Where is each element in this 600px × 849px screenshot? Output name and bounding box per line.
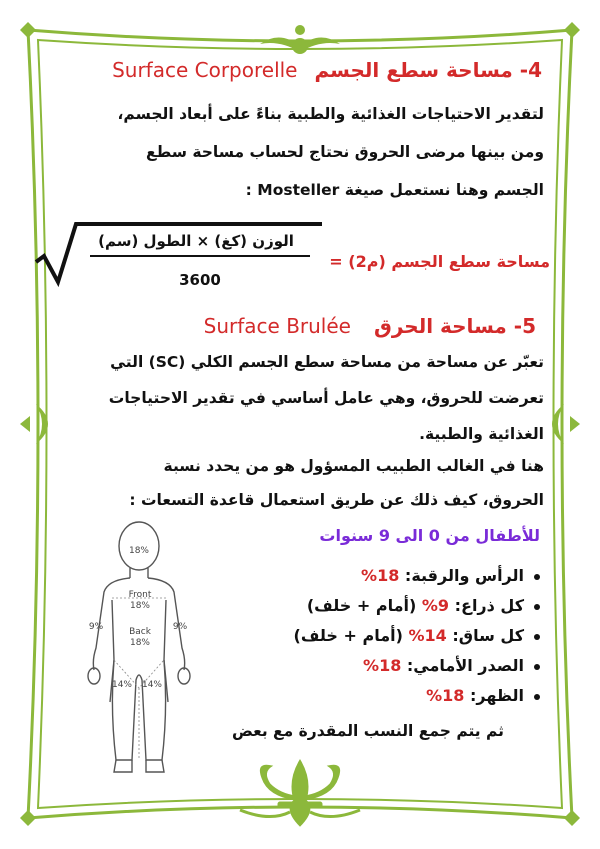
section5-paragraph-line-3: الغذائية والطبية.: [419, 425, 544, 443]
section5-heading-ar: 5- مساحة الحرق: [373, 314, 536, 338]
body-outline-diagram: [74, 520, 204, 780]
list-item: كل ساق: 14% (أمام + خلف): [294, 626, 540, 645]
section4-heading-fr: Surface Corporelle: [112, 58, 298, 82]
section5-heading: [204, 314, 536, 338]
list-item: الرأس والرقبة: 18%: [361, 566, 540, 585]
children-rule-subtitle: للأطفال من 0 الى 9 سنوات: [319, 526, 540, 545]
section5-heading-fr: Surface Brulée: [203, 314, 351, 338]
list-item: الصدر الأمامي: 18%: [363, 656, 540, 675]
right-arm-percentage-label: 9%: [88, 622, 104, 632]
back-percentage-label: 18%: [129, 638, 150, 648]
section4-paragraph-line-2: ومن بينها مرضى الحروق نحتاج لحساب مساحة سطع: [146, 143, 544, 161]
section4-paragraph-line-1: لتقدير الاحتياجات الغذائية والطبية بناءً على أبعاد الجسم،: [117, 105, 544, 123]
section5-paragraph-line-2: تعرضت للحروق، وهي عامل أساسي في تقدير الاحتياجات: [108, 389, 544, 407]
left-leg-percentage-label: 14%: [141, 680, 162, 690]
list-item: الظهر: 18%: [426, 686, 540, 705]
front-label: Front: [128, 590, 152, 600]
section4-paragraph-line-3: الجسم وهنا نستعمل صيغة Mosteller :: [245, 181, 544, 199]
list-item: كل ذراع: 9% (أمام + خلف): [307, 596, 540, 615]
left-arm-percentage-label: 9%: [172, 622, 188, 632]
section5-paragraph-line-4: هنا في الغالب الطبيب المسؤول هو من يحدد نسبة: [163, 457, 544, 475]
section4-heading-ar: 4- مساحة سطع الجسم: [314, 58, 542, 82]
formula-lhs: مساحة سطع الجسم (م2) =: [329, 252, 550, 271]
section5-paragraph-line-5: الحروق، كيف ذلك عن طريق استعمال قاعدة التسعات :: [129, 491, 544, 509]
right-leg-percentage-label: 14%: [111, 680, 132, 690]
back-label: Back: [129, 627, 151, 637]
formula-denominator: 3600: [179, 271, 221, 289]
front-percentage-label: 18%: [129, 601, 150, 611]
section4-heading: [112, 58, 542, 82]
children-rule-footer: ثم يتم جمع النسب المقدرة مع بعض: [231, 722, 504, 740]
head-percentage-label: 18%: [128, 546, 149, 556]
formula-numerator: الوزن (كغ) × الطول (سم): [98, 232, 294, 250]
section5-paragraph-line-1: تعبّر عن مساحة من مساحة سطع الجسم الكلي (SC) التي: [110, 353, 544, 371]
